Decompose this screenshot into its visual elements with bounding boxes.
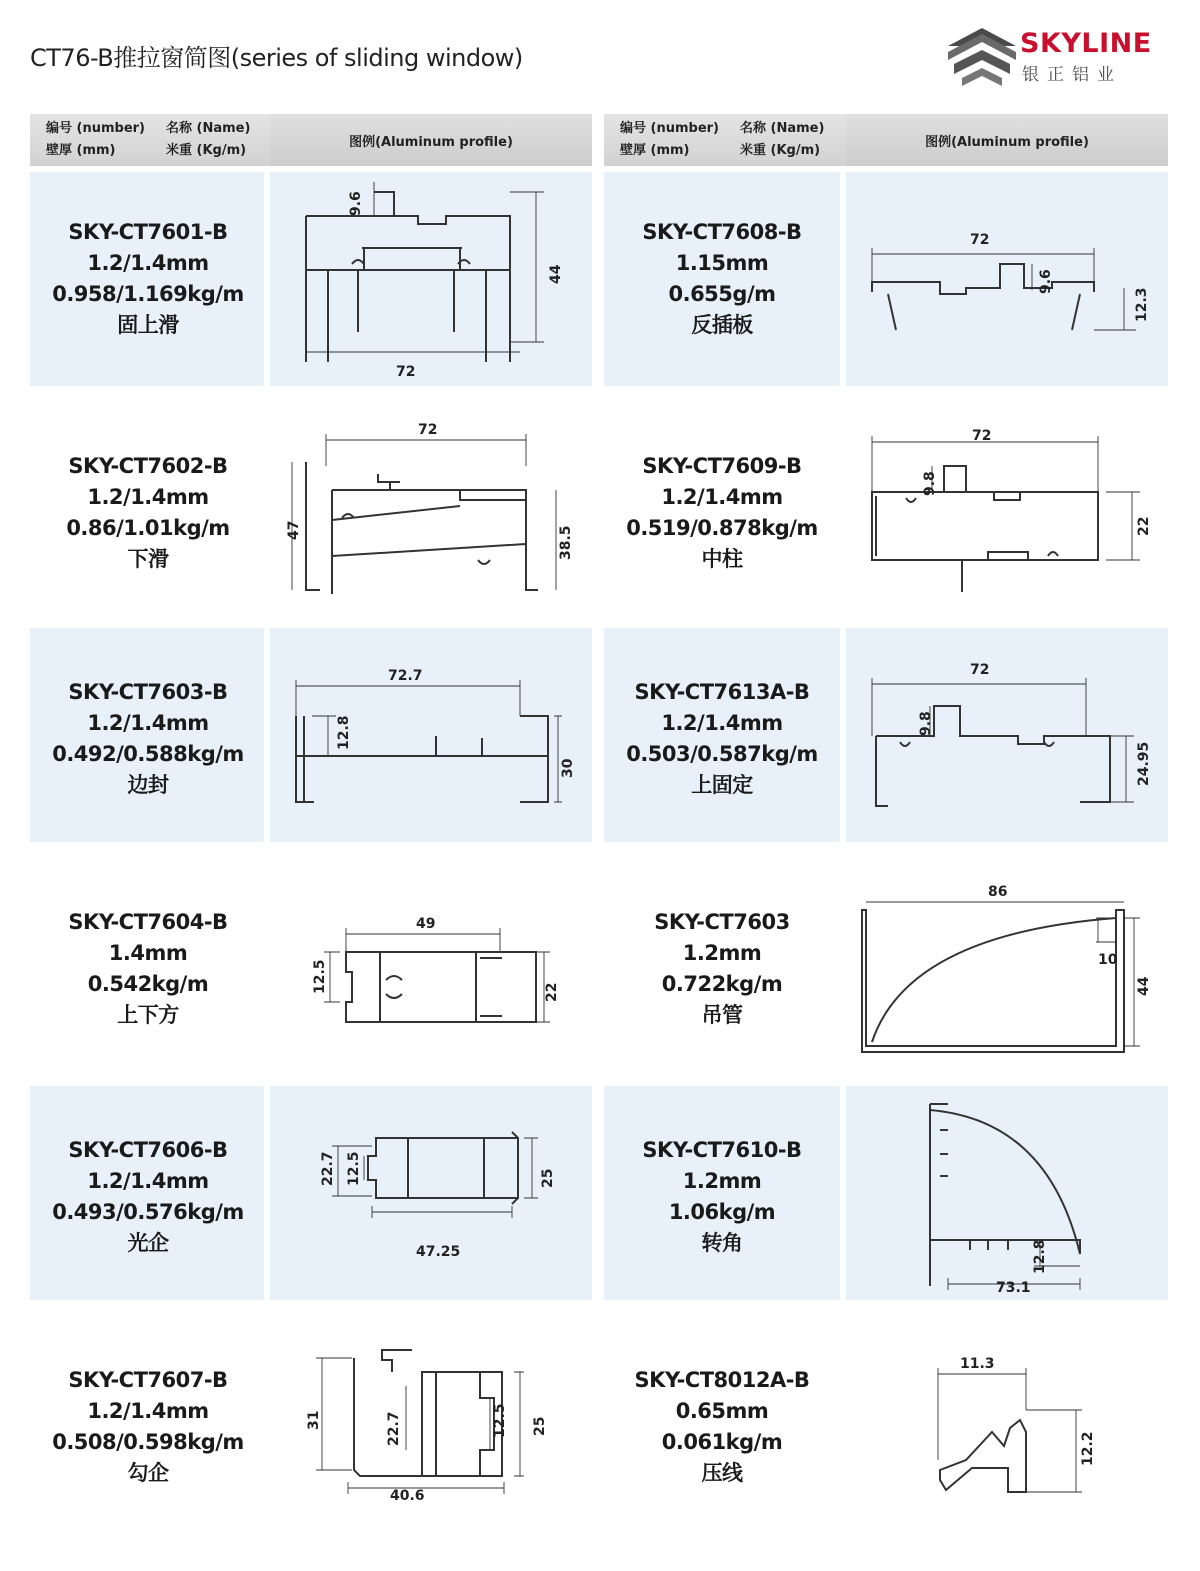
dimension-label: 11.3	[960, 1356, 995, 1372]
product-info	[30, 632, 266, 846]
dimension-label: 38.5	[558, 525, 574, 560]
product-weight: 0.493/0.576kg/m	[52, 1200, 244, 1224]
product-code: SKY-CT7603	[654, 910, 790, 934]
product-weight: 0.519/0.878kg/m	[626, 516, 818, 540]
dimension-label: 9.8	[918, 711, 934, 736]
product-thickness: 1.15mm	[675, 251, 769, 275]
dimension-label: 9.6	[348, 191, 364, 216]
header-thickness: 壁厚 (mm)	[46, 143, 116, 158]
skyline-logo-icon	[944, 24, 1020, 88]
header-thickness: 壁厚 (mm)	[620, 143, 690, 158]
product-code: SKY-CT7609-B	[642, 454, 802, 478]
header-name: 名称 (Name)	[166, 121, 251, 136]
header-number: 编号 (number)	[620, 121, 719, 136]
product-info	[604, 172, 840, 386]
product-weight: 0.722kg/m	[661, 972, 783, 996]
dimension-label: 72.7	[388, 668, 423, 684]
profile-drawing	[848, 172, 1166, 386]
product-name: 上下方	[117, 1003, 179, 1027]
profile-drawing	[272, 406, 590, 620]
product-info	[30, 406, 266, 620]
product-code: SKY-CT7604-B	[68, 910, 228, 934]
dimension-label: 10	[1098, 952, 1118, 968]
product-info	[604, 1320, 840, 1534]
dimension-label: 72	[972, 428, 992, 444]
product-name: 反插板	[691, 313, 753, 337]
profile-drawing	[848, 632, 1166, 846]
dimension-label: 22	[544, 982, 560, 1002]
dimension-label: 25	[540, 1168, 556, 1188]
product-name: 光企	[127, 1231, 169, 1255]
dimension-label: 72	[418, 422, 438, 438]
profile-drawing	[848, 862, 1166, 1076]
profile-drawing	[272, 172, 590, 386]
product-code: SKY-CT7607-B	[68, 1368, 228, 1392]
product-thickness: 1.2/1.4mm	[87, 711, 209, 735]
product-info	[30, 1320, 266, 1534]
profile-drawing	[848, 1090, 1166, 1304]
dimension-label: 12.2	[1080, 1431, 1096, 1466]
product-code: SKY-CT7608-B	[642, 220, 802, 244]
product-weight: 0.542kg/m	[87, 972, 209, 996]
product-thickness: 1.2/1.4mm	[87, 251, 209, 275]
product-thickness: 1.2/1.4mm	[87, 485, 209, 509]
profile-drawing	[272, 1090, 590, 1304]
dimension-label: 31	[306, 1410, 322, 1430]
profile-drawing	[848, 1320, 1166, 1534]
header-number: 编号 (number)	[46, 121, 145, 136]
product-info	[604, 862, 840, 1076]
dimension-label: 24.95	[1136, 741, 1152, 786]
product-info	[30, 172, 266, 386]
header-weight: 米重 (Kg/m)	[166, 143, 247, 158]
product-code: SKY-CT8012A-B	[634, 1368, 810, 1392]
company-logo	[944, 24, 1164, 88]
product-weight: 0.508/0.598kg/m	[52, 1430, 244, 1454]
dimension-label: 49	[416, 916, 436, 932]
profile-drawing	[272, 632, 590, 846]
product-info	[604, 406, 840, 620]
dimension-label: 9.8	[922, 471, 938, 496]
profile-drawing	[272, 862, 590, 1076]
product-thickness: 1.2mm	[682, 941, 762, 965]
product-name: 吊管	[701, 1003, 743, 1027]
dimension-label: 73.1	[996, 1280, 1031, 1296]
product-weight: 0.958/1.169kg/m	[52, 282, 244, 306]
dimension-label: 12.8	[336, 715, 352, 750]
product-thickness: 1.2/1.4mm	[87, 1169, 209, 1193]
dimension-label: 44	[1136, 976, 1152, 996]
product-name: 固上滑	[117, 313, 179, 337]
dimension-label: 72	[396, 364, 416, 380]
product-info	[604, 632, 840, 846]
dimension-label: 25	[532, 1416, 548, 1436]
product-weight: 0.86/1.01kg/m	[66, 516, 230, 540]
product-weight: 0.492/0.588kg/m	[52, 742, 244, 766]
product-weight: 1.06kg/m	[668, 1200, 776, 1224]
dimension-label: 47.25	[416, 1244, 461, 1260]
dimension-label: 12.5	[492, 1403, 508, 1438]
dimension-label: 86	[988, 884, 1008, 900]
dimension-label: 12.5	[346, 1151, 362, 1186]
product-info	[30, 1090, 266, 1304]
product-code: SKY-CT7602-B	[68, 454, 228, 478]
dimension-label: 22.7	[320, 1151, 336, 1186]
product-name: 压线	[701, 1461, 743, 1485]
logo-subtitle: 银正铝业	[1022, 65, 1122, 85]
table-header-left	[30, 114, 592, 166]
page-title: CT76-B推拉窗简图(series of sliding window)	[30, 44, 523, 72]
product-thickness: 1.2mm	[682, 1169, 762, 1193]
product-name: 中柱	[701, 547, 743, 571]
dimension-label: 44	[548, 264, 564, 284]
product-name: 下滑	[127, 547, 169, 571]
product-name: 转角	[701, 1231, 743, 1255]
product-code: SKY-CT7603-B	[68, 680, 228, 704]
product-code: SKY-CT7613A-B	[634, 680, 810, 704]
dimension-label: 72	[970, 662, 990, 678]
product-info	[30, 862, 266, 1076]
dimension-label: 9.6	[1038, 269, 1054, 294]
logo-name: SKYLINE	[1020, 28, 1152, 59]
product-name: 上固定	[691, 773, 753, 797]
table-header-right	[604, 114, 1168, 166]
dimension-label: 40.6	[390, 1488, 425, 1504]
dimension-label: 12.3	[1134, 287, 1150, 322]
product-thickness: 1.2/1.4mm	[87, 1399, 209, 1423]
product-thickness: 1.4mm	[108, 941, 188, 965]
product-code: SKY-CT7601-B	[68, 220, 228, 244]
product-thickness: 1.2/1.4mm	[661, 711, 783, 735]
profile-drawing	[272, 1320, 590, 1534]
product-weight: 0.061kg/m	[661, 1430, 783, 1454]
product-name: 边封	[127, 773, 169, 797]
product-code: SKY-CT7610-B	[642, 1138, 802, 1162]
dimension-label: 12.8	[1032, 1239, 1048, 1274]
dimension-label: 22	[1136, 516, 1152, 536]
dimension-label: 12.5	[312, 959, 328, 994]
product-thickness: 0.65mm	[675, 1399, 769, 1423]
header-weight: 米重 (Kg/m)	[740, 143, 821, 158]
header-figure: 图例(Aluminum profile)	[846, 114, 1168, 166]
profile-drawing	[848, 406, 1166, 620]
header-figure: 图例(Aluminum profile)	[270, 114, 592, 166]
header-name: 名称 (Name)	[740, 121, 825, 136]
product-code: SKY-CT7606-B	[68, 1138, 228, 1162]
product-name: 勾企	[127, 1461, 169, 1485]
dimension-label: 47	[286, 520, 302, 540]
product-info	[604, 1090, 840, 1304]
product-weight: 0.503/0.587kg/m	[626, 742, 818, 766]
product-thickness: 1.2/1.4mm	[661, 485, 783, 509]
dimension-label: 72	[970, 232, 990, 248]
dimension-label: 22.7	[386, 1411, 402, 1446]
product-weight: 0.655g/m	[668, 282, 776, 306]
dimension-label: 30	[560, 758, 576, 778]
